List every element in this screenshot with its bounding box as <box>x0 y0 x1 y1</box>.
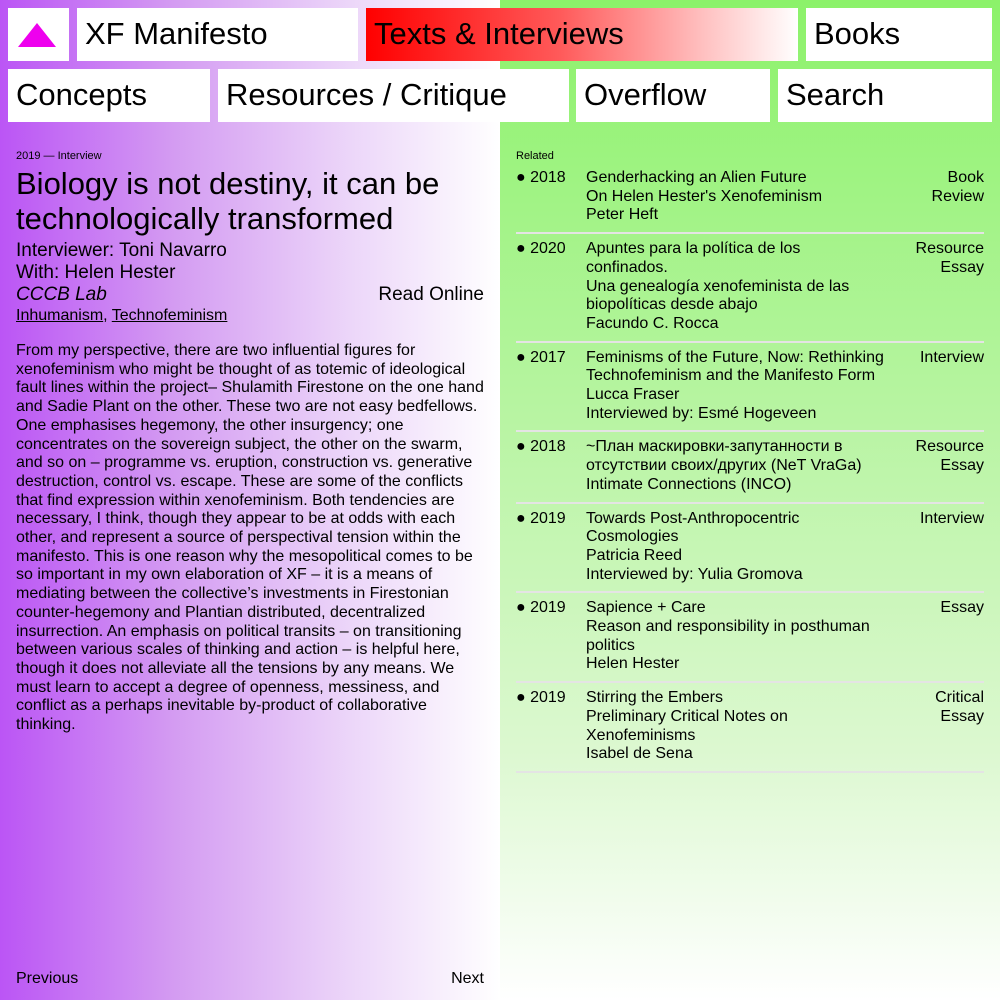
next-link[interactable]: Next <box>451 970 484 987</box>
tag-separator: , <box>103 307 108 324</box>
related-title: Towards Post-Anthropocentric Cosmologies <box>586 509 800 546</box>
nav-books[interactable]: Books <box>806 8 992 61</box>
related-author: Lucca Fraser <box>586 386 680 404</box>
related-list <box>516 150 984 773</box>
related-item[interactable] <box>516 432 984 503</box>
tag-list <box>16 306 484 326</box>
related-year: ● 2019 <box>516 599 566 617</box>
nav-xf-manifesto[interactable]: XF Manifesto <box>77 8 358 61</box>
related-title: Apuntes para la política de los confinados. <box>586 240 801 276</box>
triangle-logo-icon <box>18 23 56 47</box>
related-year: ● 2019 <box>516 689 566 707</box>
related-type: Review <box>931 187 984 205</box>
tag-link[interactable]: Technofeminism <box>111 307 228 324</box>
related-type: Book <box>947 169 984 186</box>
related-item[interactable] <box>516 593 984 683</box>
nav-resources-critique[interactable]: Resources / Critique <box>218 69 569 122</box>
related-type: Resource <box>915 438 984 456</box>
related-item[interactable] <box>516 683 984 773</box>
related-subtitle: Preliminary Critical Notes on Xenofeminisms <box>586 707 788 744</box>
related-author: Peter Heft <box>586 206 659 224</box>
nav-search[interactable]: Search <box>778 69 992 122</box>
article-title: Biology is not destiny, it can be technologically transformed <box>16 166 440 236</box>
nav-texts-interviews[interactable]: Texts & Interviews <box>366 8 798 61</box>
related-interviewer: Interviewed by: Esmé Hogeveen <box>586 404 817 422</box>
related-type: Essay <box>940 707 984 725</box>
related-type: Essay <box>940 457 984 475</box>
article-body: From my perspective, there are two influential figures for xenofeminism who might be thought of as totemic of ideological fault lines within the project– Shulamith Firestone on the one hand and Sadie Plant on the other. These two are not easy bedfellows. One emphasises hegemony, the other insurgency; one concentrates on the sovereign subject, the other on the swarm, and so on – programme vs. eruption, construction vs. generative destruction, control vs. escape. These are some of the conflicts that find expression within xenofeminism. Both tendencies are necessary, I think, though they appear to be at odds with each other, and represent a source of perspectival tension within the manifesto. This is one reason why the mesopolitical comes to be so important in my own elaboration of XF – it is a means of mediating between the collective’s investments in Firestonian counter-hegemony and Plantian distributed, decentralized insurrection. An emphasis on political transits – on transitioning between various scales of thinking and action – is helpful here, though it does not alleviate all the tensions by any means. We must learn to accept a degree of openness, messiness, and conflict as a perhaps inevitable by-product of collaborative thinking. <box>16 342 484 734</box>
read-online-link[interactable]: Read Online <box>378 284 484 305</box>
article <box>16 150 484 735</box>
related-author: Intimate Connections (INCO) <box>586 475 792 493</box>
previous-link[interactable]: Previous <box>16 970 79 987</box>
related-item[interactable] <box>516 234 984 343</box>
related-title: Genderhacking an Alien Future <box>586 169 807 186</box>
related-subtitle: Una genealogía xenofeminista de las biopolíticas desde abajo <box>586 277 850 314</box>
related-type: Critical <box>935 689 984 707</box>
related-item[interactable] <box>516 504 984 594</box>
related-title: Sapience + Care <box>586 599 706 617</box>
related-subtitle: On Helen Hester's Xenofeminism <box>586 187 823 205</box>
related-author: Helen Hester <box>586 655 680 673</box>
article-meta: 2019 — Interview <box>16 150 102 162</box>
related-year: ● 2017 <box>516 348 566 366</box>
related-type: Interview <box>919 509 984 527</box>
related-year: ● 2019 <box>516 509 566 527</box>
related-item[interactable] <box>516 163 984 234</box>
related-type: Essay <box>940 599 984 617</box>
related-title: ~План маскировки-запутанности в отсутствии своих/других (NeT VraGa) <box>586 438 862 475</box>
tag-link[interactable]: Inhumanism <box>16 307 104 324</box>
related-label: Related <box>516 150 554 162</box>
publication-row <box>16 284 484 306</box>
related-author: Facundo C. Rocca <box>586 314 719 332</box>
related-year: ● 2018 <box>516 169 566 186</box>
related-author: Isabel de Sena <box>586 745 693 763</box>
related-type: Essay <box>940 258 984 276</box>
interviewee: With: Helen Hester <box>16 262 176 283</box>
related-year: ● 2018 <box>516 438 566 456</box>
nav-overflow[interactable]: Overflow <box>576 69 770 122</box>
related-type: Resource <box>915 240 984 258</box>
related-year: ● 2020 <box>516 240 566 258</box>
related-item[interactable] <box>516 343 984 433</box>
nav-concepts[interactable]: Concepts <box>8 69 210 122</box>
related-interviewer: Interviewed by: Yulia Gromova <box>586 565 803 583</box>
related-subtitle: Reason and responsibility in posthuman politics <box>586 618 870 654</box>
pagination <box>16 970 484 988</box>
related-type: Interview <box>919 348 984 366</box>
publisher: CCCB Lab <box>16 284 107 305</box>
related-title: Feminisms of the Future, Now: Rethinking Technofeminism and the Manifesto Form <box>586 348 884 385</box>
related-title: Stirring the Embers <box>586 689 723 707</box>
interviewer: Interviewer: Toni Navarro <box>16 240 227 261</box>
related-author: Patricia Reed <box>586 546 683 564</box>
home-logo-button[interactable] <box>8 8 69 61</box>
